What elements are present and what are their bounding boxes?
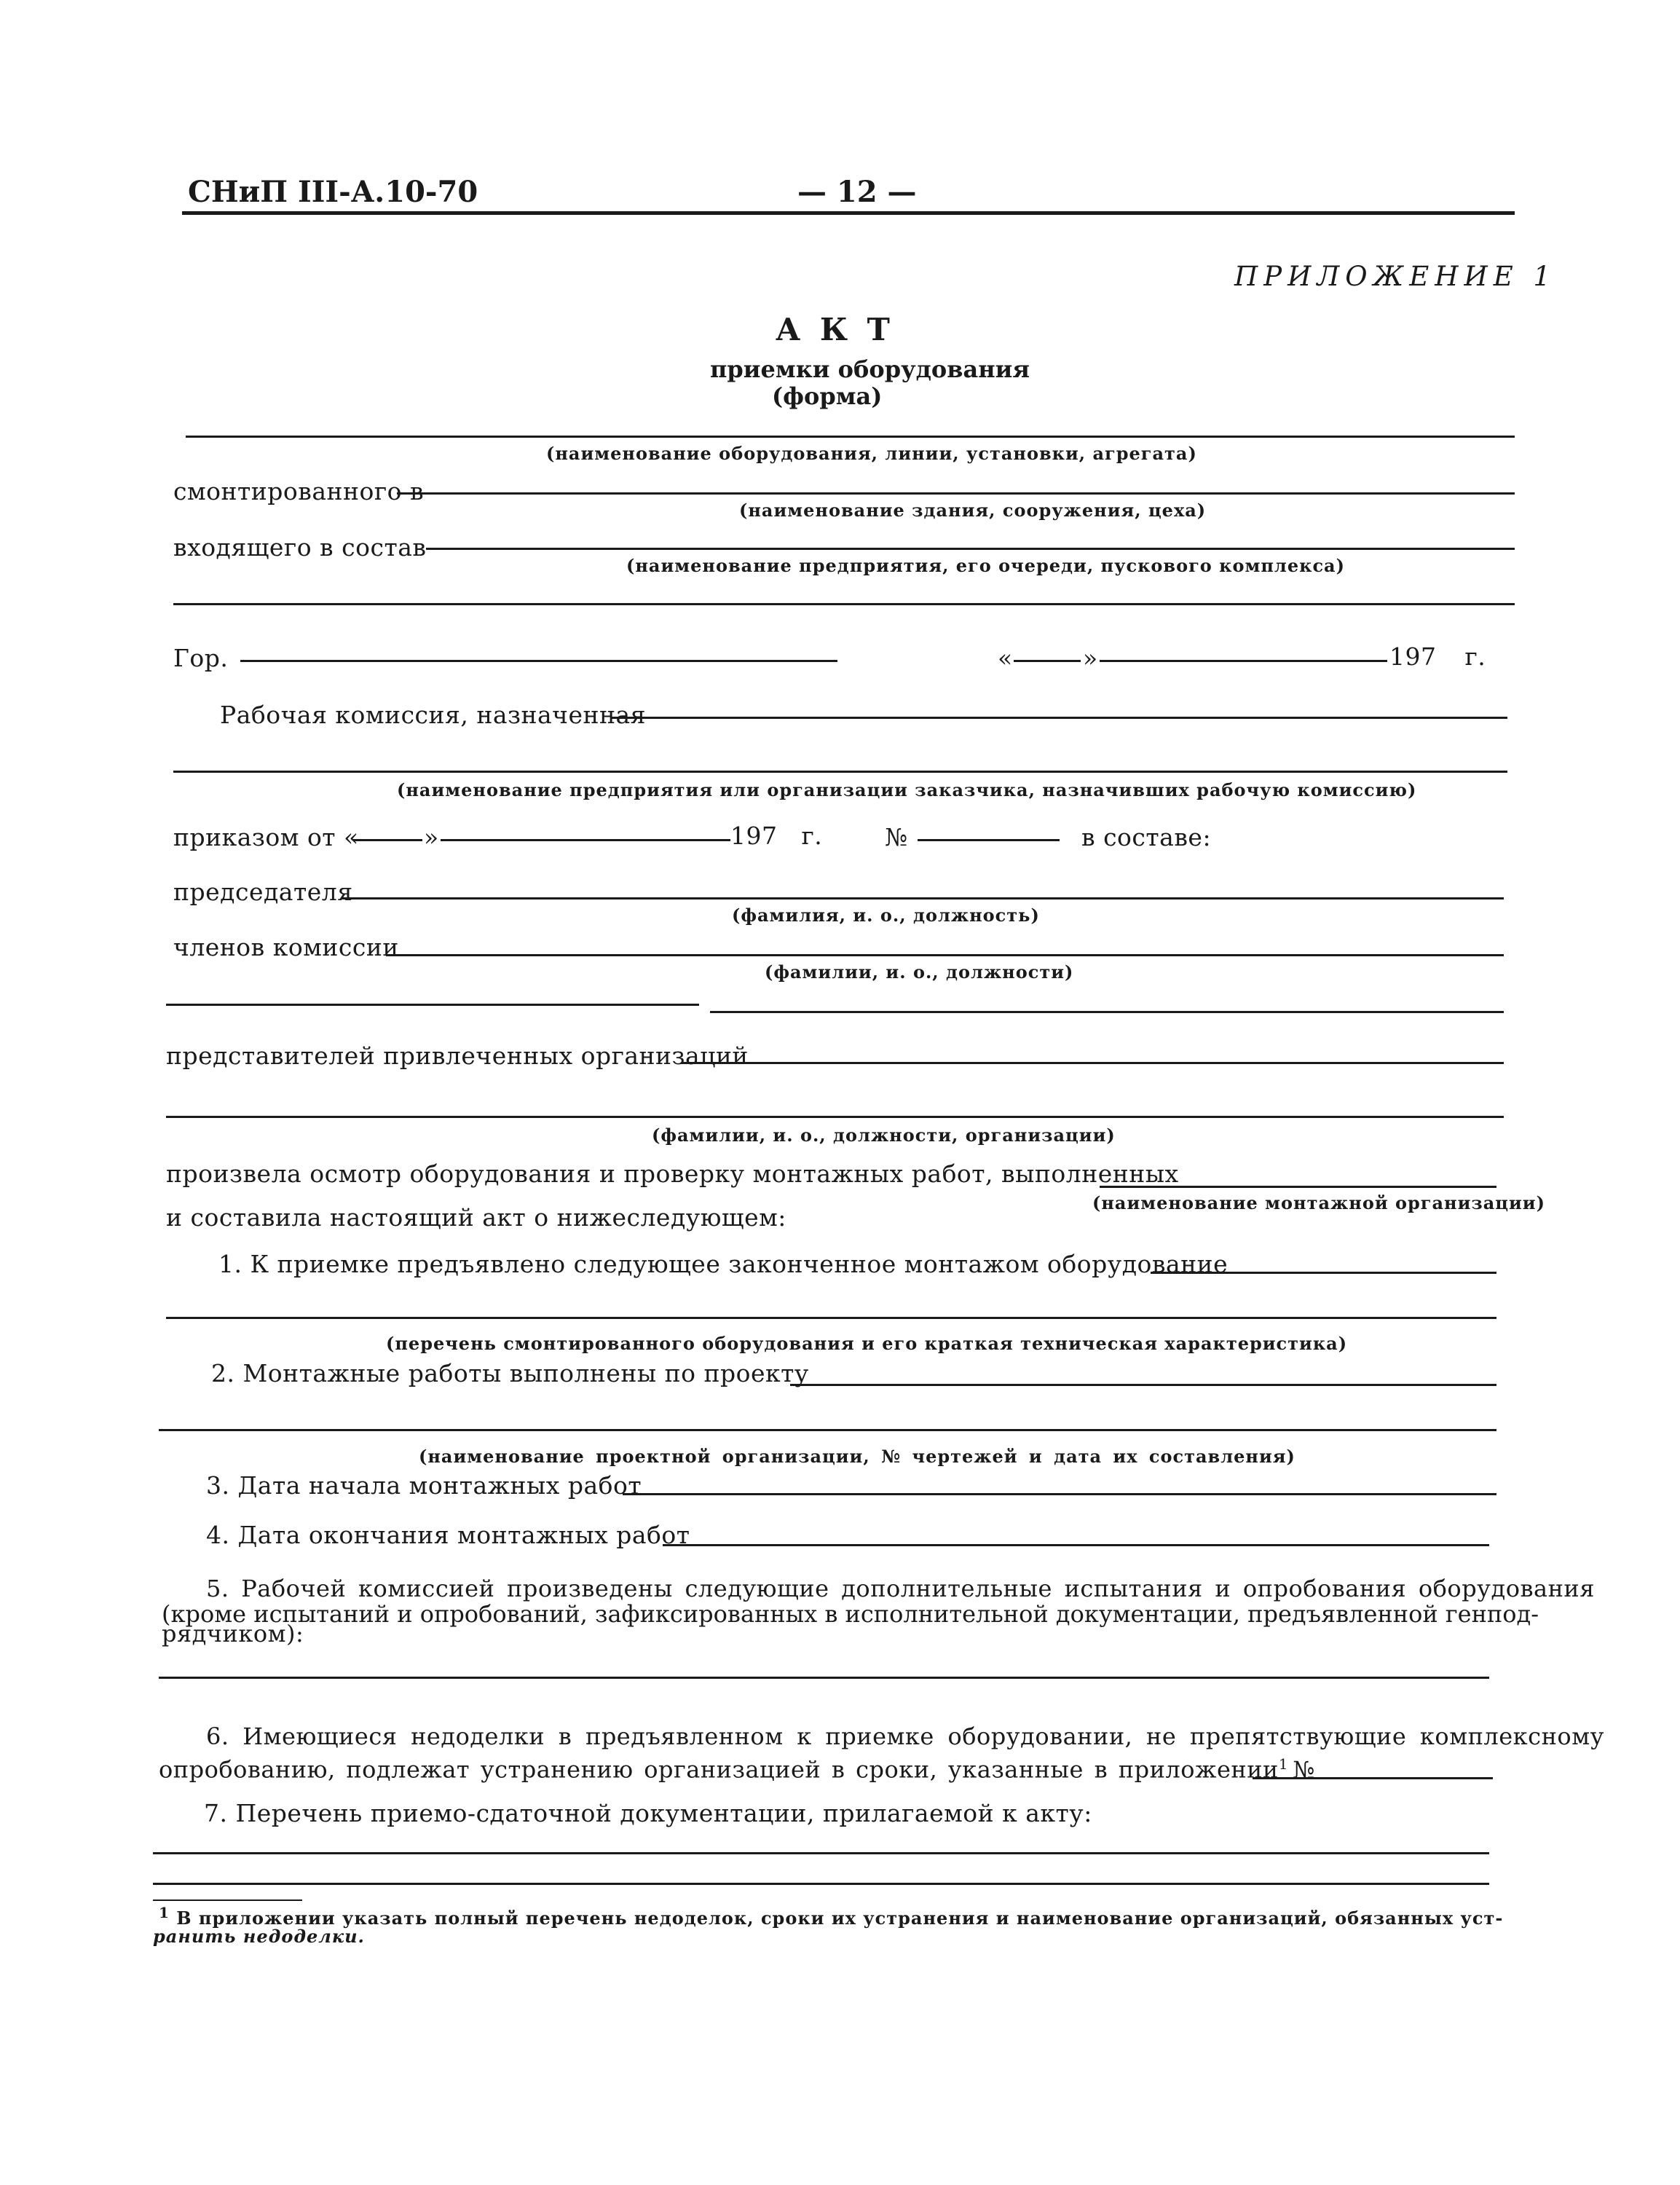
item-7-line-2 bbox=[153, 1883, 1489, 1885]
item-2-line-2 bbox=[159, 1429, 1496, 1431]
item-5-line-3: рядчиком): bbox=[162, 1620, 304, 1647]
caption-chairman: (фамилия, и. о., должность) bbox=[732, 905, 1040, 926]
representatives-line-2 bbox=[166, 1116, 1504, 1118]
members-line bbox=[386, 954, 1504, 956]
page-number: — 12 — bbox=[797, 175, 917, 209]
item-6-line bbox=[1253, 1777, 1493, 1779]
date-month-line bbox=[1100, 660, 1387, 662]
caption-equipment-list: (перечень смонтированного оборудования и его краткая техническая характеристика) bbox=[386, 1333, 1348, 1354]
label-order-from: приказом от « bbox=[173, 823, 359, 851]
footnote-rule bbox=[153, 1899, 302, 1901]
text-inspected: произвела осмотр оборудования и проверку монтажных работ, выполненных bbox=[166, 1160, 1179, 1188]
item-6-number-sign: № bbox=[1293, 1755, 1315, 1784]
caption-building: (наименование здания, сооружения, цеха) bbox=[739, 500, 1207, 521]
city-line bbox=[240, 660, 837, 662]
item-1-line-2 bbox=[166, 1317, 1496, 1319]
order-day-line bbox=[353, 839, 422, 841]
item-6-line-2-text: опробованию, подлежат устранению организацией в сроки, указанные в приложении bbox=[159, 1755, 1279, 1784]
label-members: членов комиссии bbox=[173, 933, 399, 961]
equipment-line bbox=[186, 436, 1515, 438]
label-commission: Рабочая комиссия, назначенная bbox=[220, 701, 646, 729]
label-chairman: председателя bbox=[173, 878, 353, 906]
item-6-line-2 bbox=[159, 1755, 1315, 1784]
order-month-line bbox=[441, 839, 730, 841]
header-rule bbox=[182, 211, 1515, 215]
item-4: 4. Дата окончания монтажных работ bbox=[206, 1521, 690, 1549]
label-representatives: представителей привлеченных организаций bbox=[166, 1042, 749, 1070]
item-1: 1. К приемке предъявлено следующее законченное монтажом оборудование bbox=[218, 1250, 1229, 1278]
label-mounted-in: смонтированного в bbox=[173, 477, 425, 505]
label-city: Гор. bbox=[173, 644, 229, 672]
commission-line-2 bbox=[173, 771, 1507, 773]
footnote-marker: 1 bbox=[159, 1904, 170, 1921]
item-5-line-2: (кроме испытаний и опробований, зафиксированных в исполнительной документации, предъявленной генпод- bbox=[162, 1600, 1539, 1628]
members-line-2a bbox=[166, 1004, 699, 1006]
order-year: 197 г. bbox=[730, 822, 823, 850]
label-part-of: входящего в состав bbox=[173, 533, 427, 562]
caption-customer-org: (наименование предприятия или организации заказчика, назначивших рабочую комиссию) bbox=[397, 779, 1417, 800]
caption-installer: (наименование монтажной организации) bbox=[1092, 1192, 1545, 1213]
document-code: СНиП III-А.10-70 bbox=[188, 175, 478, 209]
date-open-quote: « bbox=[998, 644, 1013, 672]
order-number-line bbox=[918, 839, 1060, 841]
label-composition: в составе: bbox=[1081, 823, 1212, 851]
order-number-sign: № bbox=[885, 823, 908, 851]
date-year: 197 г. bbox=[1389, 642, 1486, 671]
chairman-line bbox=[342, 897, 1504, 899]
enterprise-line-2 bbox=[173, 603, 1515, 605]
act-title: А К Т bbox=[776, 312, 894, 347]
caption-equipment: (наименование оборудования, линии, установки, агрегата) bbox=[546, 443, 1197, 464]
caption-enterprise: (наименование предприятия, его очереди, пускового комплекса) bbox=[626, 555, 1345, 576]
item-7-line bbox=[153, 1852, 1489, 1854]
footnote-text-1: В приложении указать полный перечень недоделок, сроки их устранения и наименование организаций, обязанных уст- bbox=[176, 1908, 1504, 1929]
enterprise-line bbox=[426, 548, 1515, 550]
appendix-label: ПРИЛОЖЕНИЕ 1 bbox=[1234, 261, 1557, 292]
footnote-line-1 bbox=[159, 1904, 1503, 1929]
item-2-line bbox=[790, 1384, 1496, 1386]
building-line bbox=[397, 492, 1515, 495]
text-compiled: и составила настоящий акт о нижеследующем: bbox=[166, 1203, 786, 1232]
act-form-label: (форма) bbox=[772, 382, 883, 410]
caption-members: (фамилии, и. о., должности) bbox=[765, 961, 1074, 983]
representatives-line bbox=[681, 1062, 1504, 1064]
act-subtitle: приемки оборудования bbox=[710, 355, 1030, 383]
date-close-quote: » bbox=[1083, 644, 1098, 672]
item-5-line bbox=[159, 1677, 1489, 1679]
item-3-line bbox=[623, 1493, 1496, 1495]
item-1-line bbox=[1151, 1272, 1496, 1274]
commission-line bbox=[612, 717, 1507, 719]
item-4-line bbox=[663, 1544, 1489, 1546]
date-day-line bbox=[1014, 660, 1081, 662]
item-3: 3. Дата начала монтажных работ bbox=[206, 1471, 642, 1500]
order-close-quote: » bbox=[424, 823, 439, 851]
footnote-line-2: ранить недоделки. bbox=[153, 1926, 365, 1947]
caption-representatives: (фамилии, и. о., должности, организации) bbox=[652, 1125, 1116, 1146]
item-7: 7. Перечень приемо-сдаточной документации, прилагаемой к акту: bbox=[204, 1799, 1092, 1827]
item-2: 2. Монтажные работы выполнены по проекту bbox=[211, 1359, 809, 1387]
item-6-line-1: 6. Имеющиеся недоделки в предъявленном к приемке оборудовании, не препятствующие комплексному bbox=[206, 1723, 1604, 1750]
installer-line bbox=[1100, 1186, 1496, 1188]
members-line-2b bbox=[710, 1011, 1504, 1013]
caption-project-org: (наименование проектной организации, № чертежей и дата их составления) bbox=[419, 1446, 1296, 1467]
item-6-footnote-ref: 1 bbox=[1278, 1755, 1289, 1773]
item-5-line-1: 5. Рабочей комиссией произведены следующие дополнительные испытания и опробования оборудования bbox=[206, 1575, 1595, 1602]
